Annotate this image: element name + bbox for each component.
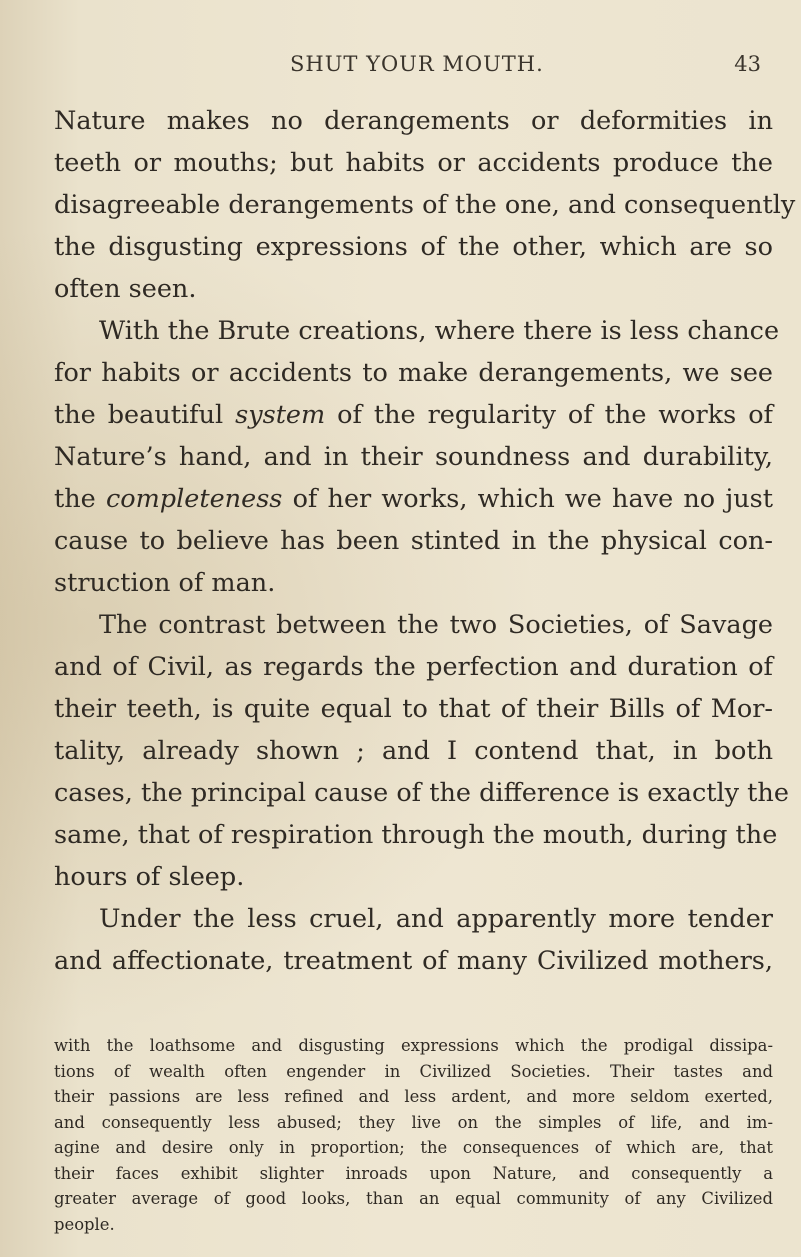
running-title: SHUT YOUR MOUTH.	[290, 52, 544, 76]
text-line	[54, 394, 773, 436]
text-line: same, that of respiration through the mouth, during the	[54, 820, 778, 850]
text-line: and affectionate, treatment of many Civilized mothers,	[54, 946, 773, 976]
text-line: for habits or accidents to make derangements, we see	[54, 358, 773, 388]
footnote-line: their passions are less refined and less ardent, and more seldom exerted,	[54, 1087, 773, 1106]
text-run: of the regularity of the works of	[325, 400, 773, 430]
footnote	[54, 1033, 773, 1237]
text-line: their teeth, is quite equal to that of their Bills of Mor-	[54, 694, 773, 724]
italic-word: completeness	[105, 484, 283, 514]
text-line: often seen.	[54, 274, 197, 304]
italic-word: system	[235, 400, 326, 430]
footnote-line: and consequently less abused; they live on the simples of life, and im-	[54, 1112, 773, 1132]
text-line: Nature’s hand, and in their soundness and durability,	[54, 442, 773, 472]
text-run: the beautiful	[54, 400, 236, 430]
text-line: teeth or mouths; but habits or accidents produce the	[54, 148, 773, 178]
footnote-line: with the loathsome and disgusting expressions which the prodigal dissipa-	[54, 1036, 773, 1055]
text-line: With the Brute creations, where there is less chance	[99, 316, 780, 346]
text-line	[54, 478, 773, 520]
text-line: cases, the principal cause of the difference is exactly the	[54, 778, 789, 808]
text-line: The contrast between the two Societies, of Savage	[99, 610, 773, 640]
text-line: hours of sleep.	[54, 862, 245, 892]
text-line: struction of man.	[54, 568, 276, 598]
footnote-line: their faces exhibit slighter inroads upon Nature, and consequently a	[54, 1163, 773, 1183]
footnote-line: agine and desire only in proportion; the consequences of which are, that	[54, 1138, 773, 1157]
footnote-line: tions of wealth often engender in Civilized Societies. Their tastes and	[54, 1061, 773, 1081]
footnote-line: people.	[54, 1214, 115, 1234]
text-line: Nature makes no derangements or deformities in	[54, 106, 773, 136]
page-number: 43	[734, 52, 761, 76]
text-line: and of Civil, as regards the perfection and duration of	[54, 652, 773, 682]
footnote-line: greater average of good looks, than an equal community of any Civilized	[54, 1189, 773, 1208]
text-line: the disgusting expressions of the other, which are so	[54, 232, 773, 262]
text-line: tality, already shown ; and I contend that, in both	[54, 736, 773, 766]
text-run: the	[54, 484, 106, 514]
text-line: cause to believe has been stinted in the physical con-	[54, 526, 773, 556]
text-run: of her works, which we have no just	[282, 484, 773, 514]
page-header	[290, 52, 761, 92]
body-text	[54, 100, 796, 982]
text-line: disagreeable derangements of the one, and consequently	[54, 190, 796, 220]
text-line: Under the less cruel, and apparently more tender	[99, 904, 773, 934]
